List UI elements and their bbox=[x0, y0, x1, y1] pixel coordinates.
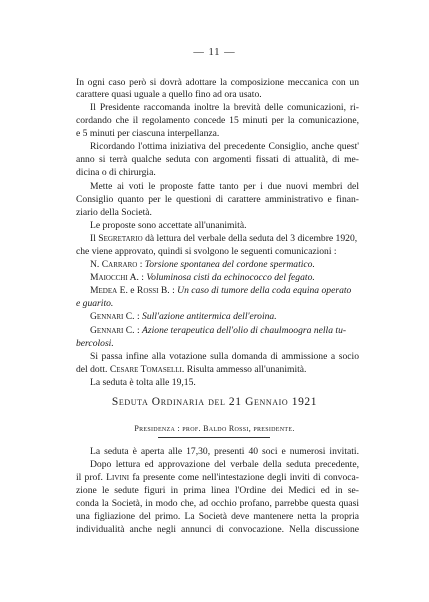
text-line: La seduta è aperta alle 17,30, presenti 40 soci e numerosi invitati. bbox=[90, 446, 359, 457]
page-number: — 11 — bbox=[193, 47, 236, 58]
author-name: Gennari bbox=[90, 311, 124, 322]
author-name: Gennari bbox=[90, 325, 124, 336]
author-post: C. : bbox=[123, 325, 143, 336]
divider bbox=[158, 437, 270, 438]
communication-item bbox=[90, 272, 373, 284]
text-fragment: fa presente come nell'intestazione degli inviti di convoca- bbox=[129, 472, 359, 483]
text-line: e 5 minuti per ciascuna interpellanza. bbox=[76, 128, 220, 139]
author-post: C. : bbox=[123, 311, 143, 322]
author-name: Rossi bbox=[136, 285, 159, 296]
communication-item bbox=[90, 285, 373, 297]
text-line: La seduta è tolta alle 19,15. bbox=[90, 377, 196, 388]
author-post: : bbox=[137, 259, 145, 270]
text-line bbox=[90, 233, 359, 245]
text-fragment: dà lettura del verbale della seduta del 3 dicembre 1920, bbox=[142, 233, 358, 244]
professor-name: Livini bbox=[106, 472, 130, 483]
author-name: Maiocchi bbox=[90, 272, 128, 283]
text-line: Si passa infine alla votazione sulla domanda di ammissione a socio bbox=[90, 351, 359, 362]
text-line: zione le sedute figuri in prima linea l'Ordine dei Medici ed in se- bbox=[76, 485, 359, 496]
text-line: conda la Società, in modo che, ad occhio profano, parrebbe questa quasi bbox=[76, 498, 359, 509]
communication-title-cont: e guarito. bbox=[76, 298, 114, 309]
presidency-line bbox=[0, 424, 429, 433]
section-heading: Seduta Ordinaria del 21 Gennaio 1921 bbox=[111, 396, 318, 408]
text-line: carattere quasi uguale a quello fino ad ora usato. bbox=[76, 89, 262, 100]
text-line: Ricordando l'ottima iniziativa del precedente Consiglio, anche quest' bbox=[90, 141, 359, 152]
presidency-label: Presidenza : bbox=[134, 424, 183, 433]
communication-title: Voluminosa cisti da echinococco del fegato. bbox=[146, 272, 315, 283]
communication-title: Un caso di tumore della coda equina operato bbox=[177, 285, 352, 296]
text-fragment: del dott. bbox=[76, 364, 110, 375]
author-name: Medea bbox=[90, 285, 118, 296]
communication-item bbox=[90, 259, 373, 271]
text-line: anno si terrà qualche seduta con argomenti fissati di attualità, di me- bbox=[76, 154, 359, 165]
author-name: Carraro bbox=[101, 259, 138, 270]
text-line: Le proposte sono accettate all'unanimità. bbox=[90, 220, 247, 231]
communication-item bbox=[90, 325, 373, 337]
communication-title-cont: bercolosi. bbox=[76, 338, 114, 349]
text-fragment: il prof. bbox=[76, 472, 107, 483]
communication-title: Torsione spontanea del cordone spermatico. bbox=[144, 259, 315, 270]
member-name: Cesare Tomaselli bbox=[109, 364, 182, 375]
text-line: Dopo lettura ed approvazione del verbale della seduta precedente, bbox=[90, 459, 359, 470]
author-post: B. : bbox=[158, 285, 178, 296]
text-line: cordando che il regolamento concede 15 minuti per la comunicazione, bbox=[76, 115, 359, 126]
secretary-name: Segretario bbox=[98, 233, 143, 244]
text-line bbox=[76, 472, 359, 484]
communication-title: Azione terapeutica dell'olio di chaulmoogra nella tu- bbox=[142, 325, 347, 336]
text-line bbox=[76, 364, 359, 376]
text-line: una figliazione del primo. La Società deve mantenere netta la propria bbox=[76, 511, 359, 522]
text-line: In ogni caso però si dovrà adottare la composizione meccanica con un bbox=[76, 77, 359, 88]
text-line: Il Presidente raccomanda inoltre la brevità delle comunicazioni, ri- bbox=[90, 102, 359, 113]
communication-title: Sull'azione antitermica dell'eroina. bbox=[142, 311, 277, 322]
author-post: A. : bbox=[127, 272, 147, 283]
author-pre: N. bbox=[90, 259, 102, 270]
text-line: Mette ai voti le proposte fatte tanto per i due nuovi membri del bbox=[90, 181, 359, 192]
text-fragment: Il bbox=[90, 233, 99, 244]
text-line: Consiglio quanto per le questioni di carattere amministrativo e finan- bbox=[76, 194, 359, 205]
text-fragment: . Risulta ammesso all'unanimità. bbox=[181, 364, 307, 375]
text-line: che viene approvato, quindi si svolgono le seguenti comunicazioni : bbox=[76, 246, 337, 257]
text-line: ziario della Società. bbox=[76, 207, 152, 218]
text-line: dicina o di chirurgia. bbox=[76, 167, 156, 178]
text-line: individualità anche negli annunci di convocazione. Nella discussione bbox=[76, 524, 359, 535]
president-name: prof. Baldo Rossi, presidente. bbox=[182, 424, 295, 433]
author-post: E. e bbox=[117, 285, 137, 296]
communication-item bbox=[90, 311, 373, 323]
